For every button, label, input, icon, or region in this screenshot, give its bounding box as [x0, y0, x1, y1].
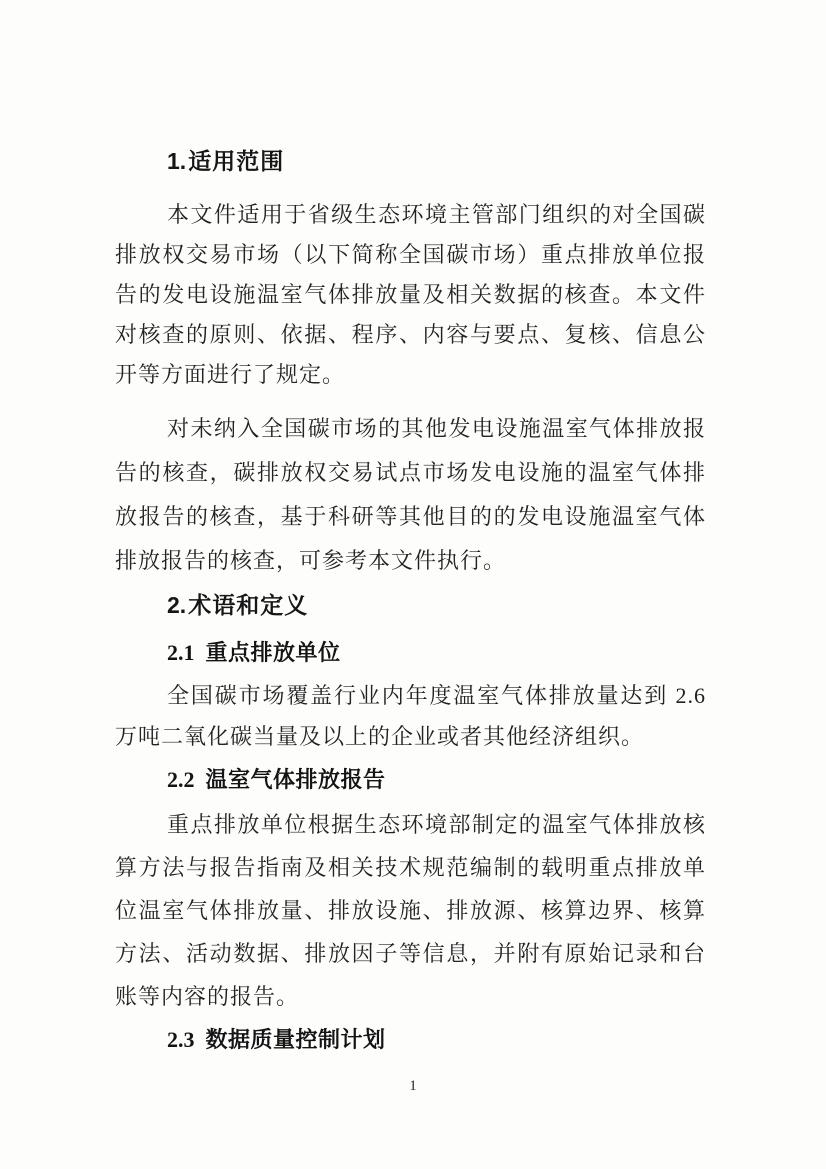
- subsection-title: 重点排放单位: [205, 640, 341, 665]
- section-heading-terms: [115, 590, 706, 620]
- section-title: 适用范围: [188, 148, 285, 174]
- section-title: 术语和定义: [188, 592, 309, 618]
- section-number: 1.: [167, 148, 187, 174]
- subsection-number: 2.1: [167, 640, 195, 665]
- paragraph-scope-2: 对未纳入全国碳市场的其他发电设施温室气体排放报告的核查，碳排放权交易试点市场发电设施的温室气体排放报告的核查，基于科研等其他目的的发电设施温室气体排放报告的核查，可参考本文件执行。: [115, 416, 706, 573]
- subsection-title: 数据质量控制计划: [205, 1027, 386, 1052]
- subsection-heading-ghg-report: [115, 765, 706, 795]
- page-number: 1: [409, 1078, 417, 1094]
- paragraph-key-emission-unit: 全国碳市场覆盖行业内年度温室气体排放量达到 2.6 万吨二氧化碳当量及以上的企业或者其他经济组织。: [115, 683, 706, 749]
- subsection-number: 2.2: [167, 767, 195, 792]
- section-heading-scope: [115, 146, 706, 176]
- subsection-number: 2.3: [167, 1027, 195, 1052]
- subsection-heading-key-emission-unit: [115, 638, 706, 668]
- subsection-heading-data-quality-plan: [115, 1025, 706, 1055]
- subsection-title: 温室气体排放报告: [205, 767, 386, 792]
- paragraph-ghg-report: 重点排放单位根据生态环境部制定的温室气体排放核算方法与报告指南及相关技术规范编制的载明重点排放单位温室气体排放量、排放设施、排放源、核算边界、核算方法、活动数据、排放因子等信息，并附有原始记录和台账等内容的报告。: [115, 812, 706, 1009]
- section-number: 2.: [167, 592, 187, 618]
- document-content: [115, 0, 706, 1055]
- paragraph-scope-1: 本文件适用于省级生态环境主管部门组织的对全国碳排放权交易市场（以下简称全国碳市场）重点排放单位报告的发电设施温室气体排放量及相关数据的核查。本文件对核查的原则、依据、程序、内容与要点、复核、信息公开等方面进行了规定。: [115, 202, 706, 387]
